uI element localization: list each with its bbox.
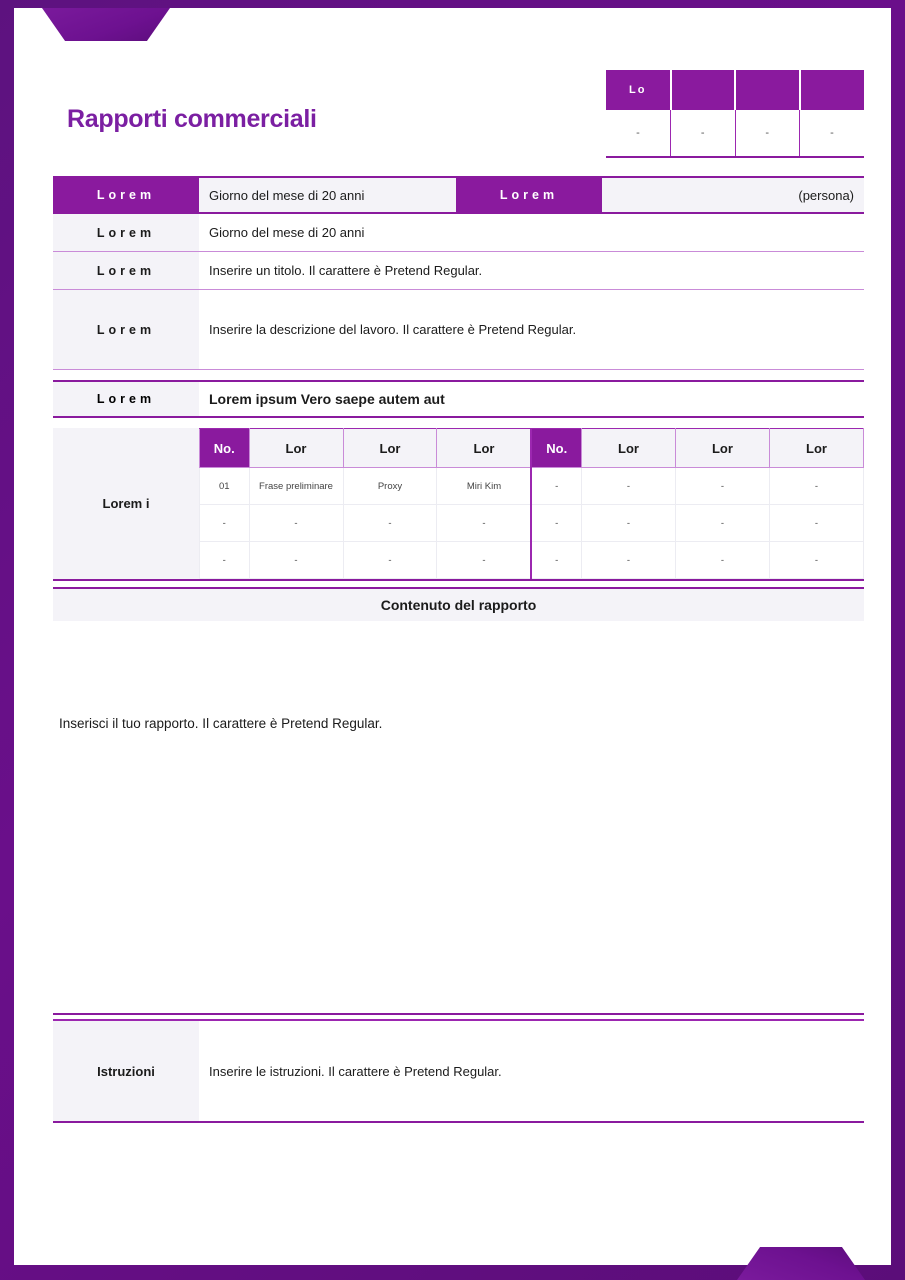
form-row-label: Lorem [53, 252, 199, 289]
page-title: Rapporti commerciali [67, 105, 317, 133]
table-cell[interactable]: Proxy [343, 468, 437, 505]
form-row-value[interactable]: Inserire un titolo. Il carattere è Pretend Regular. [199, 252, 864, 289]
approval-body-cell[interactable]: - [735, 110, 800, 157]
table-cell[interactable]: - [675, 468, 769, 505]
table-cell[interactable]: - [769, 468, 863, 505]
form-row-value[interactable]: Inserire la descrizione del lavoro. Il carattere è Pretend Regular. [199, 290, 864, 369]
form-row [53, 214, 864, 252]
document-content [53, 52, 864, 1123]
data-col-lor-2: Lor [343, 429, 437, 468]
data-col-lor-4: Lor [581, 429, 675, 468]
approval-body-cell[interactable]: - [800, 110, 865, 157]
instructions-section [53, 1013, 864, 1123]
top-form-row [53, 176, 864, 214]
table-cell[interactable]: - [675, 505, 769, 542]
table-cell[interactable]: - [437, 505, 531, 542]
table-cell[interactable]: - [249, 505, 343, 542]
top-row-value-right[interactable]: (persona) [602, 178, 864, 212]
table-cell[interactable]: - [531, 542, 581, 579]
data-col-lor-6: Lor [769, 429, 863, 468]
table-cell[interactable]: - [437, 542, 531, 579]
approval-header-cell[interactable] [671, 70, 736, 110]
approval-header-cell[interactable] [735, 70, 800, 110]
approval-header-cell[interactable] [800, 70, 865, 110]
header-zone [53, 52, 864, 176]
table-row [200, 542, 864, 579]
table-cell[interactable]: - [769, 542, 863, 579]
approval-body-cell[interactable]: - [606, 110, 671, 157]
section-gap [53, 370, 864, 380]
data-col-no-2: No. [531, 429, 581, 468]
subject-row-label: Lorem [53, 382, 199, 416]
table-cell[interactable]: - [249, 542, 343, 579]
paper-sheet [14, 8, 891, 1265]
top-row-value-left[interactable]: Giorno del mese di 20 anni [199, 178, 456, 212]
top-row-label-right: Lorem [456, 178, 602, 212]
table-cell[interactable]: - [531, 468, 581, 505]
instructions-spacer [53, 861, 864, 1013]
data-table-header-row [200, 429, 864, 468]
data-col-lor-1: Lor [249, 429, 343, 468]
approval-header-cell[interactable]: Lo [606, 70, 671, 110]
table-cell[interactable]: - [200, 505, 250, 542]
top-row-label-left: Lorem [53, 178, 199, 212]
table-cell[interactable]: 01 [200, 468, 250, 505]
table-row [200, 505, 864, 542]
table-cell[interactable]: Frase preliminare [249, 468, 343, 505]
decorative-tab-top-left [42, 8, 170, 41]
form-row-value[interactable]: Giorno del mese di 20 anni [199, 214, 864, 251]
approval-body-row [606, 110, 864, 157]
table-cell[interactable]: - [675, 542, 769, 579]
approval-header-row [606, 70, 864, 110]
instructions-row [53, 1019, 864, 1123]
table-cell[interactable]: - [343, 542, 437, 579]
instructions-label: Istruzioni [53, 1021, 199, 1121]
form-row [53, 252, 864, 290]
report-content-band: Contenuto del rapporto [53, 587, 864, 621]
table-cell[interactable]: Miri Kim [437, 468, 531, 505]
approval-body-cell[interactable]: - [671, 110, 736, 157]
table-cell[interactable]: - [200, 542, 250, 579]
table-cell[interactable]: - [581, 505, 675, 542]
table-cell[interactable]: - [581, 468, 675, 505]
data-col-no-1: No. [200, 429, 250, 468]
form-row-label: Lorem [53, 214, 199, 251]
report-body-text[interactable]: Inserisci il tuo rapporto. Il carattere è Pretend Regular. [59, 716, 383, 731]
table-cell[interactable]: - [343, 505, 437, 542]
data-table [199, 428, 864, 579]
data-table-section [53, 428, 864, 581]
subject-row-value[interactable]: Lorem ipsum Vero saepe autem aut [199, 382, 864, 416]
form-row-label: Lorem [53, 290, 199, 369]
table-row [200, 468, 864, 505]
data-table-side-label: Lorem i [53, 428, 199, 579]
table-cell[interactable]: - [581, 542, 675, 579]
form-row [53, 290, 864, 370]
data-col-lor-5: Lor [675, 429, 769, 468]
instructions-value[interactable]: Inserire le istruzioni. Il carattere è Pretend Regular. [199, 1021, 864, 1121]
table-cell[interactable]: - [769, 505, 863, 542]
table-cell[interactable]: - [531, 505, 581, 542]
approval-table [606, 70, 864, 158]
subject-row [53, 380, 864, 418]
data-col-lor-3: Lor [437, 429, 531, 468]
